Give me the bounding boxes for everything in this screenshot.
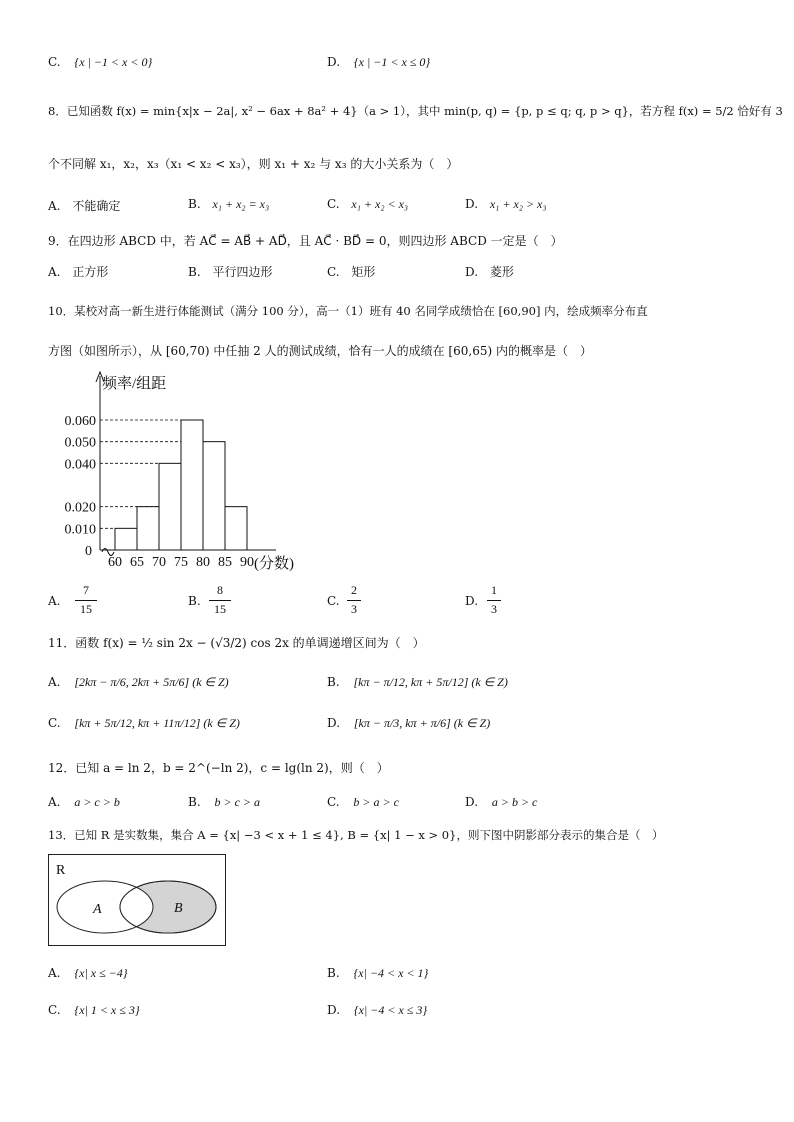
venn-set-a-label: A xyxy=(93,902,102,917)
q9-option-b-label: B. xyxy=(188,265,201,279)
q13-option-d xyxy=(327,1003,427,1018)
y-tick-label: 0.060 xyxy=(64,414,96,429)
x-tick-label: 75 xyxy=(174,555,188,570)
q7-option-d xyxy=(327,55,430,70)
q10-option-d-label: D. xyxy=(465,594,479,608)
q10-option-a-num: 7 xyxy=(83,583,89,597)
histogram-bar xyxy=(115,528,137,550)
x-tick-label: 60 xyxy=(108,555,122,570)
q10-option-c-bar xyxy=(347,600,361,601)
q8-option-d-label: D. xyxy=(465,197,479,211)
q8-option-a-text: 不能确定 xyxy=(72,199,121,213)
q8-option-c-text: x₁ + x₂ < x₃ xyxy=(351,197,409,211)
q8-stem-line1: 8．已知函数 f(x) = min{x|x − 2a|, x² − 6ax + 8a² + 4}（a > 1），其中 min(p, q) = {p, p ≤ q; q, p > q}，若方程 f(x) = 5/2 恰好有 3 xyxy=(48,104,783,118)
y-tick-label: 0.050 xyxy=(64,435,96,451)
histogram-bar xyxy=(203,442,225,550)
q10-option-d-den: 3 xyxy=(491,602,497,616)
venn-set-b-label: B xyxy=(174,901,183,916)
q10-option-a-label: A. xyxy=(48,594,61,608)
q10-option-b-label: B. xyxy=(188,594,201,608)
q13-option-c-text: {x| 1 < x ≤ 3} xyxy=(74,1003,140,1017)
q10-option-c-num: 2 xyxy=(351,583,357,597)
q13-option-a-label: A. xyxy=(48,966,61,980)
q12-option-c-label: C. xyxy=(327,795,340,809)
q8-option-d xyxy=(465,197,547,212)
q12-stem: 12．已知 a = ln 2，b = 2^(−ln 2)，c = lg(ln 2)，则（ ） xyxy=(48,761,389,775)
q9-option-d xyxy=(465,263,514,280)
x-axis-title: (分数) xyxy=(254,556,294,572)
q13-option-b-text: {x| −4 < x < 1} xyxy=(353,966,429,980)
q10-option-c-label: C. xyxy=(327,594,340,608)
q7-option-d-label: D. xyxy=(327,55,341,69)
q9-option-d-label: D. xyxy=(465,265,479,279)
q13-option-d-label: D. xyxy=(327,1003,341,1017)
q13-option-a-text: {x| x ≤ −4} xyxy=(74,966,128,980)
q10-option-a-den: 15 xyxy=(80,602,92,616)
q8-option-d-text: x₁ + x₂ > x₃ xyxy=(489,197,547,211)
q12-option-d-label: D. xyxy=(465,795,479,809)
histogram-bar xyxy=(181,420,203,550)
q12-option-b xyxy=(188,795,260,810)
q11-option-c-text: [kπ + 5π/12, kπ + 11π/12] (k ∈ Z) xyxy=(74,716,240,730)
q13-option-b xyxy=(327,966,428,981)
q8-option-c-label: C. xyxy=(327,197,340,211)
q8-option-b-text: x₁ + x₂ = x₃ xyxy=(212,197,270,211)
frequency-histogram xyxy=(40,368,340,578)
histogram-bar xyxy=(225,507,247,550)
q8-option-a-label: A. xyxy=(48,199,61,213)
y-tick-label: 0.020 xyxy=(64,500,96,516)
q8-option-a xyxy=(48,197,120,214)
q9-option-b-text: 平行四边形 xyxy=(212,265,273,279)
q12-option-a-label: A. xyxy=(48,795,61,809)
q13-option-c-label: C. xyxy=(48,1003,61,1017)
q11-option-b xyxy=(327,675,508,690)
q7-option-d-text: {x | −1 < x ≤ 0} xyxy=(353,55,431,69)
q11-stem: 11．函数 f(x) = ½ sin 2x − (√3/2) cos 2x 的单调递增区间为（ ） xyxy=(48,636,425,650)
q8-stem-line2: 个不同解 x₁，x₂，x₃（x₁ < x₂ < x₃），则 x₁ + x₂ 与 x₃ 的大小关系为（ ） xyxy=(48,157,459,171)
q11-option-c-label: C. xyxy=(48,716,61,730)
q10-option-b-num: 8 xyxy=(217,583,223,597)
y-tick-label: 0.010 xyxy=(64,522,96,538)
q12-option-a xyxy=(48,795,120,810)
q10-option-b-den: 15 xyxy=(214,602,226,616)
q8-option-c xyxy=(327,197,408,212)
q10-option-b-bar xyxy=(209,600,231,601)
q9-option-c-label: C. xyxy=(327,265,340,279)
q7-option-c xyxy=(48,55,152,70)
q8-option-b xyxy=(188,197,269,212)
q10-option-a-bar xyxy=(75,600,97,601)
q11-option-a-label: A. xyxy=(48,675,61,689)
q13-option-b-label: B. xyxy=(327,966,340,980)
y-axis-title: 频率/组距 xyxy=(102,376,167,392)
q9-option-c-text: 矩形 xyxy=(351,265,376,279)
q10-option-d-num: 1 xyxy=(491,583,497,597)
x-tick-label: 70 xyxy=(152,555,166,570)
q13-option-c xyxy=(48,1003,140,1018)
q11-option-a xyxy=(48,675,229,690)
q9-stem: 9．在四边形 ABCD 中，若 AC⃗ = AB⃗ + AD⃗，且 AC⃗ · BD⃗ = 0，则四边形 ABCD 一定是（ ） xyxy=(48,234,563,248)
q13-option-d-text: {x| −4 < x ≤ 3} xyxy=(353,1003,428,1017)
venn-diagram xyxy=(48,854,228,947)
x-tick-label: 85 xyxy=(218,555,232,570)
q11-option-c xyxy=(48,716,240,731)
q12-option-d xyxy=(465,795,537,810)
histogram-bar xyxy=(137,507,159,550)
histogram-bar xyxy=(159,463,181,550)
q12-option-b-text: b > c > a xyxy=(214,795,260,809)
q10-option-c-den: 3 xyxy=(351,602,357,616)
q11-option-d-label: D. xyxy=(327,716,341,730)
q7-option-c-label: C. xyxy=(48,55,61,69)
q9-option-b xyxy=(188,263,272,280)
x-tick-label: 65 xyxy=(130,555,144,570)
q9-option-a-text: 正方形 xyxy=(72,265,109,279)
q9-option-a-label: A. xyxy=(48,265,61,279)
q11-option-b-text: [kπ − π/12, kπ + 5π/12] (k ∈ Z) xyxy=(353,675,508,689)
q7-option-c-text: {x | −1 < x < 0} xyxy=(74,55,153,69)
q8-option-b-label: B. xyxy=(188,197,201,211)
q9-option-c xyxy=(327,263,375,280)
q9-option-a xyxy=(48,263,108,280)
x-tick-label: 90 xyxy=(240,555,254,570)
q11-option-d-text: [kπ − π/3, kπ + π/6] (k ∈ Z) xyxy=(353,716,491,730)
q11-option-a-text: [2kπ − π/6, 2kπ + 5π/6] (k ∈ Z) xyxy=(74,675,229,689)
q10-stem-line1: 10．某校对高一新生进行体能测试（满分 100 分），高一（1）班有 40 名同学成绩恰在 [60,90] 内，绘成频率分布直 xyxy=(48,304,648,318)
venn-universe-label: R xyxy=(56,863,66,878)
q11-option-b-label: B. xyxy=(327,675,340,689)
q11-option-d xyxy=(327,716,490,731)
q13-stem: 13．已知 R 是实数集，集合 A = {x| −3 < x + 1 ≤ 4}, B = {x| 1 − x > 0}，则下图中阴影部分表示的集合是（ ） xyxy=(48,828,664,842)
q10-stem-line2: 方图（如图所示），从 [60,70) 中任抽 2 人的测试成绩，恰有一人的成绩在 [60,65) 内的概率是（ ） xyxy=(48,344,592,358)
q9-option-d-text: 菱形 xyxy=(489,265,514,279)
q12-option-d-text: a > b > c xyxy=(491,795,538,809)
q13-option-a xyxy=(48,966,128,981)
q12-option-c xyxy=(327,795,399,810)
q12-option-c-text: b > a > c xyxy=(353,795,399,809)
q12-option-b-label: B. xyxy=(188,795,201,809)
y-tick-label: 0.040 xyxy=(64,457,96,473)
x-tick-label: 80 xyxy=(196,555,210,570)
y-tick-label-zero: 0 xyxy=(85,544,92,559)
q10-option-d-bar xyxy=(487,600,501,601)
q12-option-a-text: a > c > b xyxy=(74,795,120,809)
